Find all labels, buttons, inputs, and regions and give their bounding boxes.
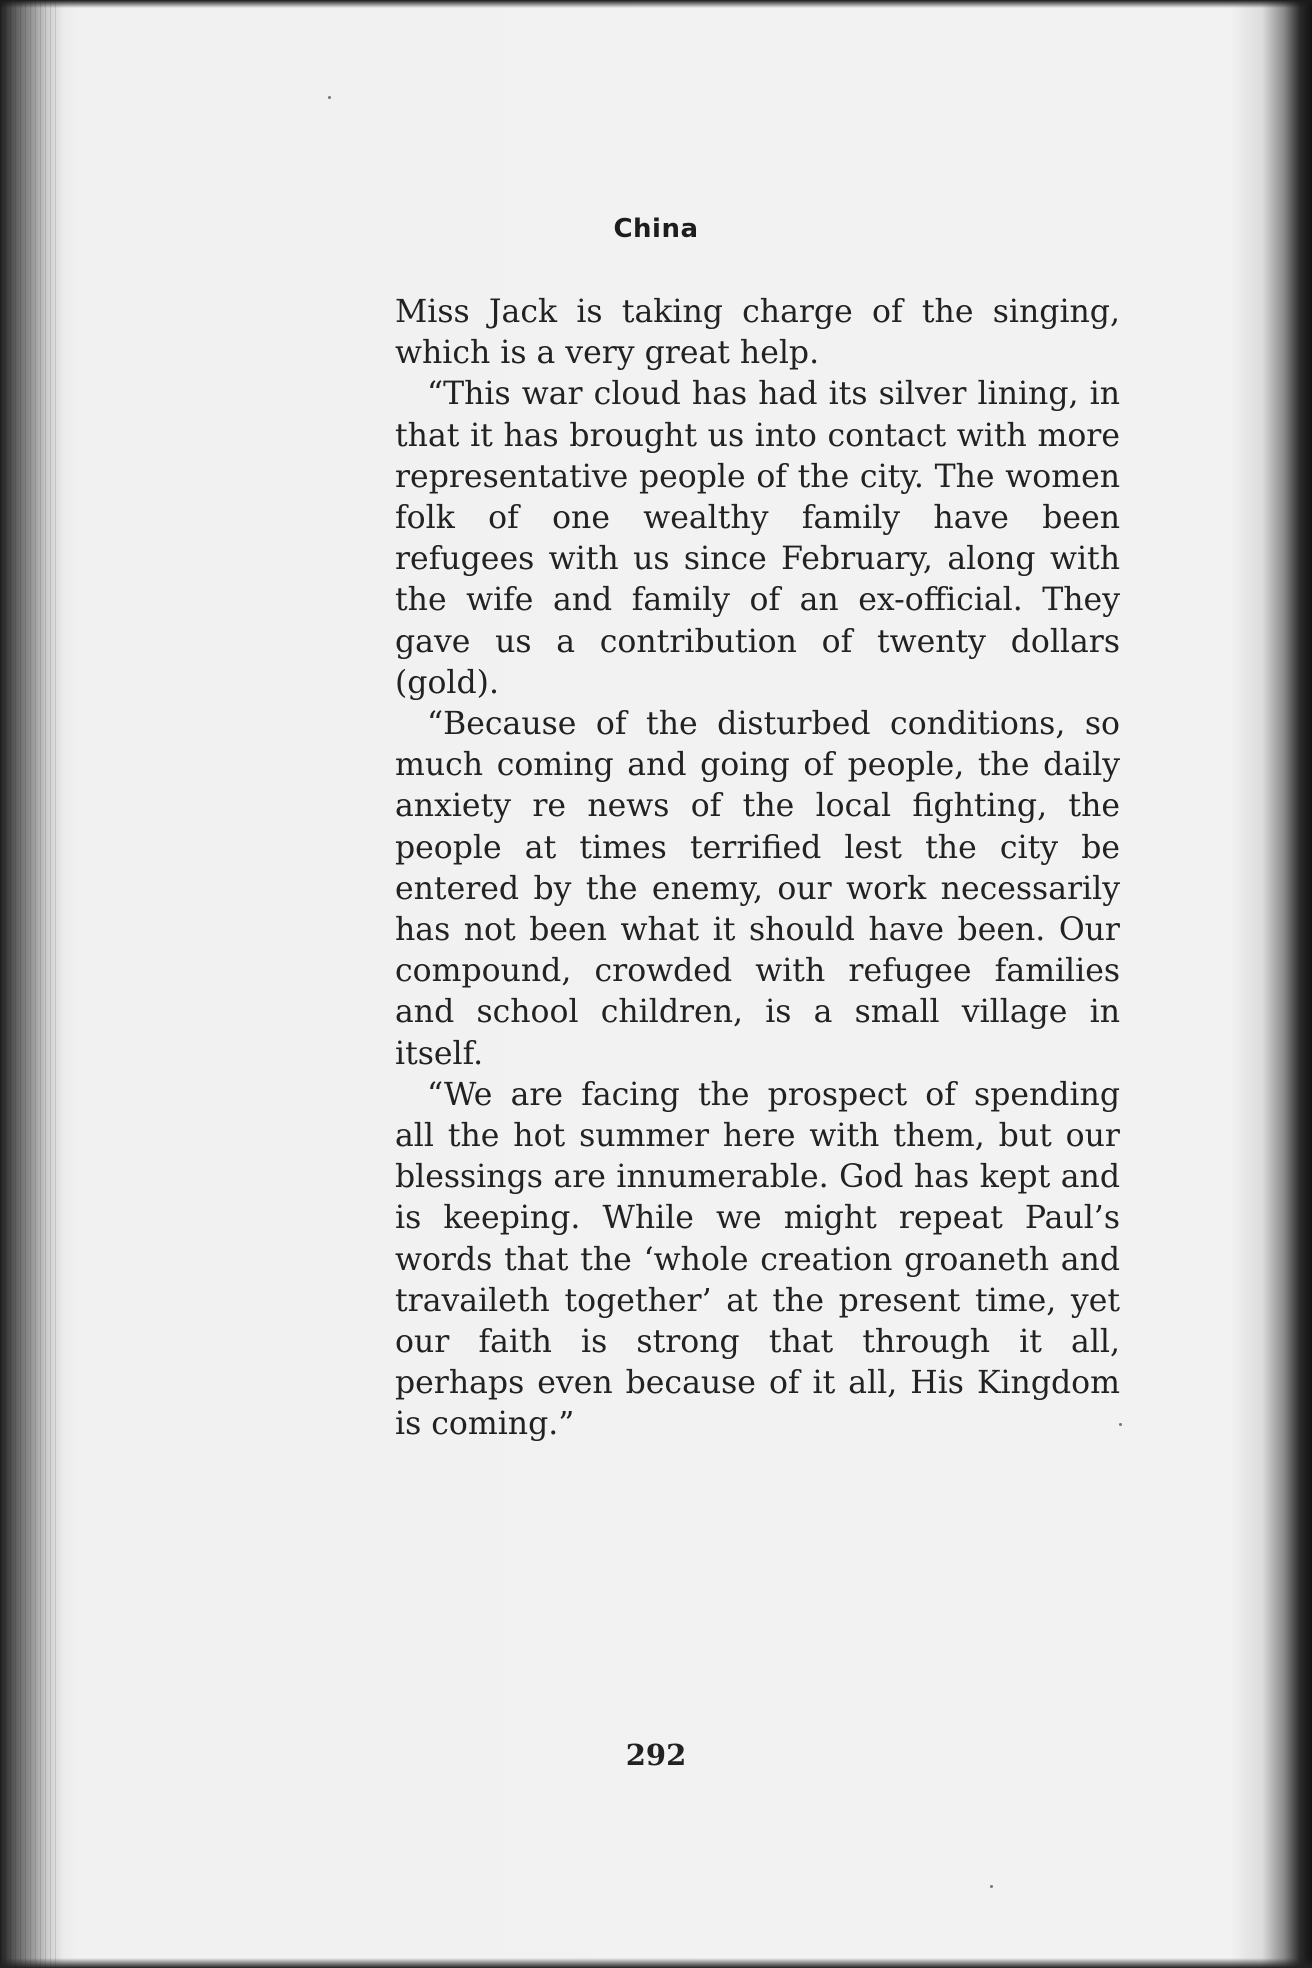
paragraph: “We are facing the prospect of spending all the hot summer here with them, but our blessings are innumerable. God has kept and is keeping. While we might repeat Paul’s words that the ‘whole creation groaneth and travaileth together’ at the present time, yet our faith is strong that through it all, perhaps even because of it all, His Kingdom is coming.” xyxy=(395,1076,1120,1443)
paragraph: “Because of the disturbed conditions, so much coming and going of people, the daily anxiety re news of the local fighting, the people at times terrified lest the city be entered by the enemy, our work necessarily has not been what it should have been. Our compound, crowded with refugee families and school children, is a small village in itself. xyxy=(395,706,1120,1072)
paper-speck xyxy=(328,96,331,99)
page-number: 292 xyxy=(625,1738,687,1772)
body-text xyxy=(395,292,1120,1446)
running-head: China xyxy=(613,214,699,244)
page-gutter xyxy=(0,0,60,1968)
paragraph: “This war cloud has had its silver lining, in that it has brought us into contact with more representative people of the city. The women folk of one wealthy family have been refugees with us since February, along with the wife and family of an ex-official. They gave us a contribution of twenty dollars (gold). xyxy=(395,376,1120,701)
paragraph: Miss Jack is taking charge of the singing, which is a very great help. xyxy=(395,294,1120,372)
paper-speck xyxy=(1119,1423,1122,1426)
page-bottom-edge xyxy=(0,1958,1312,1968)
paper-speck xyxy=(990,1885,993,1888)
page-top-edge xyxy=(0,0,1312,8)
